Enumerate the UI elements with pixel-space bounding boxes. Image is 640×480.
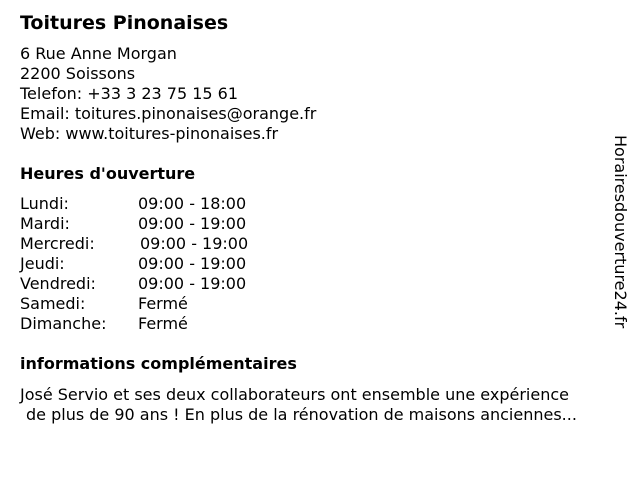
hours-day: Dimanche: <box>20 314 107 333</box>
hours-day: Samedi: <box>20 294 86 313</box>
hours-time: Fermé <box>138 294 188 313</box>
opening-hours-heading: Heures d'ouverture <box>20 164 196 183</box>
description-line: de plus de 90 ans ! En plus de la rénovation de maisons anciennes... <box>26 405 577 424</box>
hours-time: 09:00 - 19:00 <box>140 234 249 253</box>
hours-day: Jeudi: <box>20 254 65 273</box>
email-address: Email: toitures.pinonaises@orange.fr <box>20 104 317 123</box>
hours-day: Mercredi: <box>20 234 95 253</box>
hours-time: 09:00 - 19:00 <box>138 274 247 293</box>
hours-time: 09:00 - 19:00 <box>138 254 247 273</box>
address-street: 6 Rue Anne Morgan <box>20 44 177 63</box>
business-name: Toitures Pinonaises <box>20 12 229 34</box>
hours-time: 09:00 - 19:00 <box>138 214 247 233</box>
phone-number: Telefon: +33 3 23 75 15 61 <box>20 84 239 103</box>
contact-block <box>20 44 316 144</box>
description-line: José Servio et ses deux collaborateurs ont ensemble une expérience <box>20 385 569 404</box>
hours-day: Mardi: <box>20 214 70 233</box>
additional-info-heading: informations complémentaires <box>20 354 297 373</box>
address-city: 2200 Soissons <box>20 64 136 83</box>
site-watermark: Horairesdouverture24.fr <box>611 135 630 329</box>
hours-time: 09:00 - 18:00 <box>138 194 247 213</box>
website: Web: www.toitures-pinonaises.fr <box>20 124 279 143</box>
hours-day: Lundi: <box>20 194 69 213</box>
additional-info-text <box>20 385 577 425</box>
hours-time: Fermé <box>138 314 188 333</box>
hours-day: Vendredi: <box>20 274 96 293</box>
